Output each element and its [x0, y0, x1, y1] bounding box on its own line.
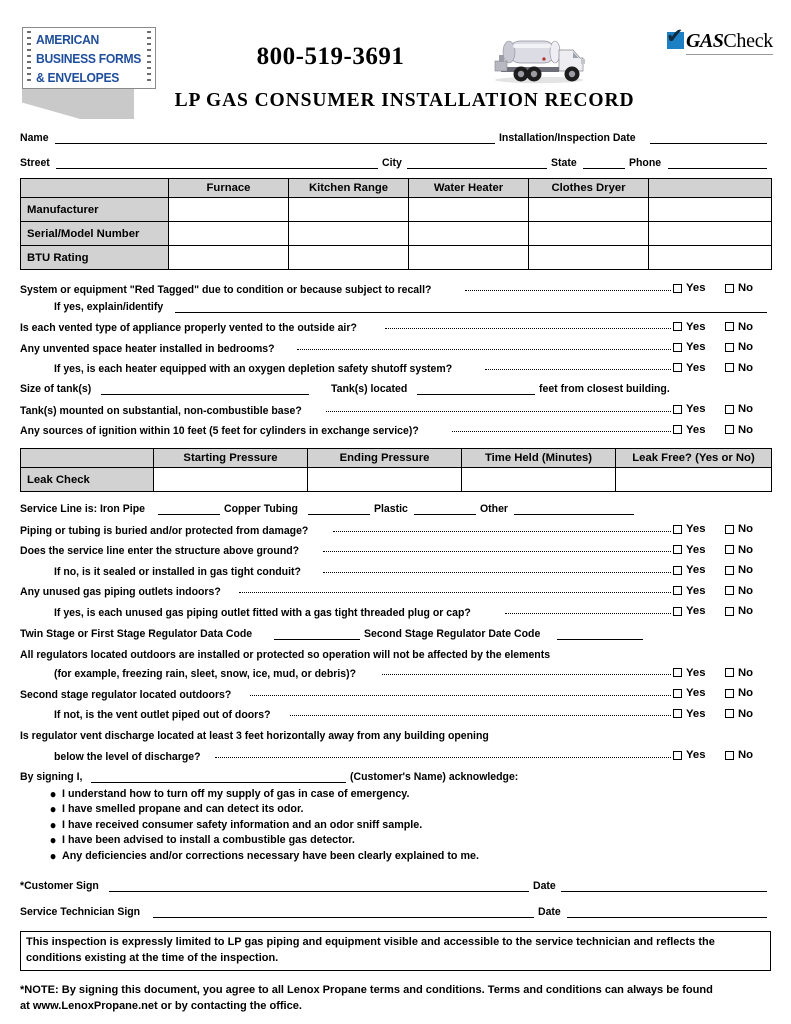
- acknowledgement-list: [20, 787, 771, 865]
- leak-table-header-row: [21, 449, 772, 468]
- question-text: If yes, is each unused gas piping outlet fitted with a gas tight threaded plug or cap?: [54, 606, 471, 619]
- no-checkbox[interactable]: [725, 405, 734, 414]
- technician-sign-date-input[interactable]: [567, 907, 767, 918]
- gascheck-wordmark: [686, 30, 773, 55]
- appliance-cell[interactable]: [169, 222, 289, 246]
- bullet-icon: ●: [49, 817, 57, 832]
- bullet-icon: ●: [49, 833, 57, 847]
- list-item-text: I understand how to turn off my supply of gas in case of emergency.: [62, 787, 410, 800]
- yes-label: Yes: [686, 523, 706, 535]
- name-label: Name: [20, 132, 49, 144]
- table-row: [21, 222, 772, 246]
- leak-cell[interactable]: [616, 468, 772, 492]
- appliance-row-label-manufacturer: Manufacturer: [21, 198, 169, 222]
- leak-check-table: [20, 448, 772, 492]
- question-text: If not, is the vent outlet piped out of doors?: [54, 709, 271, 721]
- yes-checkbox[interactable]: [673, 586, 682, 595]
- yes-option[interactable]: [673, 585, 725, 597]
- appliance-cell[interactable]: [529, 246, 649, 270]
- leader-dots: [323, 551, 671, 552]
- question-row: [20, 585, 771, 599]
- no-label: No: [738, 282, 754, 294]
- yes-option[interactable]: [673, 362, 725, 374]
- yes-checkbox[interactable]: [673, 284, 682, 293]
- service-line-copper-tubing-label: Copper Tubing: [224, 503, 299, 515]
- list-item: [49, 786, 736, 803]
- no-checkbox[interactable]: [725, 284, 734, 293]
- appliance-cell[interactable]: [289, 246, 409, 270]
- leader-dots: [385, 328, 671, 329]
- name-input[interactable]: [55, 133, 495, 144]
- regulator-data-code-row: [20, 628, 771, 640]
- no-option[interactable]: [725, 523, 771, 535]
- no-checkbox[interactable]: [725, 689, 734, 698]
- explain-identify-input[interactable]: [175, 302, 767, 313]
- yes-label: Yes: [686, 707, 706, 720]
- customer-sign-label: *Customer Sign: [20, 880, 99, 892]
- yes-option[interactable]: [673, 708, 725, 720]
- customer-name-suffix-label: (Customer's Name) acknowledge:: [350, 770, 519, 783]
- yes-label: Yes: [686, 320, 706, 333]
- appliance-cell[interactable]: [649, 246, 772, 270]
- yes-label: Yes: [686, 423, 706, 436]
- service-line-iron-pipe-label: Service Line is: Iron Pipe: [20, 503, 145, 515]
- company-phone-number: 800-519-3691: [256, 43, 405, 70]
- no-option[interactable]: [725, 424, 771, 436]
- no-label: No: [738, 707, 754, 720]
- yes-label: Yes: [686, 605, 706, 617]
- appliance-col-kitchen-range: Kitchen Range: [289, 179, 409, 198]
- leak-cell[interactable]: [308, 468, 462, 492]
- gascheck-logo: [665, 25, 773, 55]
- state-input[interactable]: [583, 158, 625, 169]
- phone-input[interactable]: [668, 158, 767, 169]
- question-row: [20, 523, 771, 537]
- no-option[interactable]: [725, 341, 771, 353]
- inspection-disclaimer-box: [20, 931, 771, 971]
- question-text: Is each vented type of appliance properly vented to the outside air?: [20, 322, 357, 334]
- document-title: LP GAS CONSUMER INSTALLATION RECORD: [174, 90, 635, 111]
- technician-sign-label: Service Technician Sign: [20, 906, 141, 918]
- leader-dots: [505, 613, 671, 614]
- inspection-date-label: Installation/Inspection Date: [498, 132, 636, 144]
- no-option[interactable]: [725, 564, 771, 576]
- no-label: No: [738, 666, 754, 679]
- service-line-plastic-input[interactable]: [414, 504, 476, 515]
- no-option[interactable]: [725, 605, 771, 617]
- bullet-icon: ●: [49, 786, 57, 801]
- leader-dots: [290, 715, 671, 716]
- leader-dots: [333, 531, 671, 532]
- first-stage-regulator-label: Twin Stage or First Stage Regulator Data Code: [20, 627, 253, 640]
- tank-size-label: Size of tank(s): [20, 383, 92, 395]
- tank-feet-label: feet from closest building.: [538, 383, 670, 395]
- appliance-cell[interactable]: [169, 198, 289, 222]
- technician-sign-date-label: Date: [538, 906, 561, 918]
- yes-label: Yes: [686, 666, 706, 679]
- leader-dots: [239, 592, 671, 593]
- appliance-cell[interactable]: [289, 198, 409, 222]
- table-row: [21, 198, 772, 222]
- leader-dots: [250, 695, 671, 696]
- question-text: If no, is it sealed or installed in gas tight conduit?: [54, 565, 301, 578]
- yes-label: Yes: [686, 403, 706, 415]
- by-signing-label: By signing I,: [20, 770, 83, 783]
- no-checkbox[interactable]: [725, 668, 734, 677]
- no-label: No: [738, 564, 754, 576]
- yes-option[interactable]: [673, 424, 725, 436]
- appliance-cell[interactable]: [649, 222, 772, 246]
- customer-sign-date-label: Date: [532, 880, 556, 892]
- no-checkbox[interactable]: [725, 607, 734, 616]
- leak-col-leak-free: Leak Free? (Yes or No): [616, 449, 772, 468]
- yes-checkbox[interactable]: [673, 363, 682, 372]
- bullet-icon: ●: [49, 848, 57, 863]
- question-row: [20, 362, 771, 376]
- yes-option[interactable]: [673, 341, 725, 353]
- no-label: No: [738, 749, 754, 761]
- leak-col-time-held: Time Held (Minutes): [462, 449, 616, 468]
- appliance-cell[interactable]: [409, 222, 529, 246]
- yes-checkbox[interactable]: [673, 566, 682, 575]
- question-row: [20, 282, 771, 296]
- list-item: [49, 848, 736, 865]
- appliance-cell[interactable]: [529, 198, 649, 222]
- appliance-row-label-serial-model: Serial/Model Number: [21, 222, 169, 246]
- no-checkbox[interactable]: [725, 525, 734, 534]
- explain-identify-label: If yes, explain/identify: [54, 300, 164, 313]
- tank-size-input[interactable]: [101, 384, 309, 395]
- leader-dots: [452, 431, 671, 432]
- second-stage-regulator-label: Second Stage Regulator Date Code: [363, 627, 540, 640]
- no-label: No: [738, 361, 754, 374]
- question-text: Piping or tubing is buried and/or protected from damage?: [20, 524, 309, 537]
- no-label: No: [738, 403, 754, 415]
- list-item: [49, 833, 736, 849]
- leader-dots: [465, 290, 671, 291]
- yes-checkbox[interactable]: [673, 343, 682, 352]
- yes-option[interactable]: [673, 687, 725, 699]
- customer-name-input[interactable]: [91, 772, 346, 783]
- yes-label: Yes: [686, 341, 706, 353]
- customer-sign-input[interactable]: [109, 881, 529, 892]
- question-row: [20, 424, 771, 438]
- service-line-plastic-label: Plastic: [373, 503, 408, 515]
- yes-checkbox[interactable]: [673, 751, 682, 760]
- customer-sign-date-input[interactable]: [561, 881, 767, 892]
- acknowledge-row: [20, 771, 771, 783]
- no-checkbox[interactable]: [725, 709, 734, 718]
- logo-line-3: & ENVELOPES: [36, 71, 120, 85]
- question-row: [20, 403, 771, 417]
- second-stage-regulator-input[interactable]: [557, 629, 643, 640]
- question-row: [20, 667, 771, 681]
- leak-cell[interactable]: [462, 468, 616, 492]
- question-text: below the level of discharge?: [54, 750, 201, 763]
- address-row: [20, 157, 771, 169]
- disclaimer-line-1: This inspection is expressly limited to LP gas piping and equipment visible and accessible to the service technician and reflects the: [26, 936, 715, 948]
- yes-label: Yes: [686, 749, 706, 761]
- appliance-cell[interactable]: [649, 198, 772, 222]
- leak-cell[interactable]: [154, 468, 308, 492]
- leader-dots: [326, 411, 671, 412]
- yes-option[interactable]: [673, 564, 725, 576]
- no-checkbox[interactable]: [725, 322, 734, 331]
- form-body: [0, 132, 791, 1014]
- state-label: State: [551, 157, 578, 169]
- service-line-other-input[interactable]: [514, 504, 634, 515]
- yes-option[interactable]: [673, 403, 725, 415]
- no-option[interactable]: [725, 403, 771, 415]
- form-header: [0, 0, 791, 128]
- no-checkbox[interactable]: [725, 586, 734, 595]
- yes-label: Yes: [686, 543, 706, 556]
- regulator-outdoor-statement: All regulators located outdoors are installed or protected so operation will not be affected by the elements: [20, 648, 551, 661]
- check-icon: ✔: [665, 25, 684, 48]
- service-line-other-label: Other: [480, 503, 509, 515]
- list-item-text: Any deficiencies and/or corrections necessary have been clearly explained to me.: [62, 849, 479, 862]
- no-label: No: [738, 320, 754, 333]
- first-stage-regulator-input[interactable]: [274, 629, 360, 640]
- list-item-text: I have smelled propane and can detect its odor.: [62, 803, 304, 815]
- note-line-2: at www.LenoxPropane.net or by contacting the office.: [20, 1000, 302, 1012]
- list-item-text: I have received consumer safety information and an odor sniff sample.: [62, 818, 423, 831]
- list-item-text: I have been advised to install a combustible gas detector.: [62, 834, 355, 846]
- leak-header-blank: [21, 449, 154, 468]
- propane-delivery-truck-icon: [487, 28, 591, 88]
- yes-option[interactable]: [673, 321, 725, 333]
- name-date-row: [20, 132, 771, 144]
- no-checkbox[interactable]: [725, 363, 734, 372]
- technician-sign-row: [20, 906, 771, 918]
- yes-checkbox[interactable]: [673, 709, 682, 718]
- no-option[interactable]: [725, 362, 771, 374]
- street-input[interactable]: [56, 158, 378, 169]
- city-input[interactable]: [407, 158, 547, 169]
- no-label: No: [738, 523, 754, 535]
- leader-dots: [297, 349, 671, 350]
- appliance-col-other: [649, 179, 772, 198]
- leader-dots: [485, 369, 671, 370]
- no-checkbox[interactable]: [725, 343, 734, 352]
- no-checkbox[interactable]: [725, 566, 734, 575]
- yes-label: Yes: [686, 361, 706, 374]
- no-option[interactable]: [725, 667, 771, 679]
- appliance-table: [20, 178, 772, 270]
- appliance-cell[interactable]: [169, 246, 289, 270]
- yes-checkbox[interactable]: [673, 545, 682, 554]
- yes-label: Yes: [686, 564, 706, 576]
- service-line-iron-pipe-input[interactable]: [158, 504, 220, 515]
- no-option[interactable]: [725, 749, 771, 761]
- list-item: [49, 802, 736, 818]
- leak-col-ending-pressure: Ending Pressure: [308, 449, 462, 468]
- table-row: [21, 246, 772, 270]
- no-label: No: [738, 584, 754, 597]
- appliance-col-clothes-dryer: Clothes Dryer: [529, 179, 649, 198]
- gascheck-checkbox-icon: [665, 25, 684, 49]
- no-checkbox[interactable]: [725, 425, 734, 434]
- service-line-row: [20, 503, 771, 515]
- logo-line-2: BUSINESS FORMS: [36, 52, 142, 66]
- gascheck-word-check: Check: [723, 30, 773, 52]
- yes-option[interactable]: [673, 749, 725, 761]
- yes-checkbox[interactable]: [673, 668, 682, 677]
- yes-label: Yes: [686, 584, 706, 597]
- technician-sign-input[interactable]: [153, 907, 534, 918]
- yes-checkbox[interactable]: [673, 607, 682, 616]
- no-option[interactable]: [725, 708, 771, 720]
- yes-option[interactable]: [673, 282, 725, 294]
- customer-sign-row: [20, 880, 771, 892]
- disclaimer-line-2: conditions existing at the time of the inspection.: [26, 951, 279, 964]
- no-option[interactable]: [725, 687, 771, 699]
- question-row: [20, 321, 771, 335]
- question-row: [20, 687, 771, 701]
- service-line-copper-tubing-input[interactable]: [308, 504, 370, 515]
- gascheck-word-gas: GAS: [685, 30, 724, 52]
- question-row: [20, 564, 771, 578]
- question-row: [20, 341, 771, 355]
- question-text: (for example, freezing rain, sleet, snow, ice, mud, or debris)?: [54, 668, 357, 680]
- tank-located-label: Tank(s) located: [330, 383, 407, 395]
- yes-option[interactable]: [673, 523, 725, 535]
- leak-row-label: Leak Check: [21, 468, 154, 492]
- question-row: [20, 708, 771, 722]
- appliance-cell[interactable]: [409, 198, 529, 222]
- question-text: If yes, is each heater equipped with an oxygen depletion safety shutoff system?: [54, 363, 453, 375]
- inspection-date-input[interactable]: [650, 133, 767, 144]
- no-checkbox[interactable]: [725, 545, 734, 554]
- table-row: [21, 468, 772, 492]
- question-text: Any unused gas piping outlets indoors?: [20, 586, 221, 598]
- appliance-header-blank: [21, 179, 169, 198]
- no-option[interactable]: [725, 321, 771, 333]
- yes-label: Yes: [686, 687, 706, 699]
- yes-checkbox[interactable]: [673, 689, 682, 698]
- question-row: [20, 544, 771, 558]
- list-item: [49, 817, 736, 834]
- question-text: Any sources of ignition within 10 feet (5 feet for cylinders in exchange service)?: [20, 425, 419, 437]
- question-text: Second stage regulator located outdoors?: [20, 688, 232, 701]
- vent-discharge-statement: Is regulator vent discharge located at least 3 feet horizontally away from any building opening: [20, 730, 489, 742]
- yes-checkbox[interactable]: [673, 525, 682, 534]
- question-text: Does the service line enter the structure above ground?: [20, 545, 300, 557]
- no-option[interactable]: [725, 282, 771, 294]
- no-option[interactable]: [725, 544, 771, 556]
- phone-label: Phone: [629, 157, 662, 169]
- question-text: Any unvented space heater installed in bedrooms?: [20, 342, 275, 355]
- yes-label: Yes: [686, 282, 706, 294]
- question-row: [20, 605, 771, 619]
- street-label: Street: [20, 157, 50, 169]
- leader-dots: [323, 572, 672, 573]
- no-label: No: [738, 605, 754, 617]
- leader-dots: [382, 674, 671, 675]
- appliance-row-label-btu-rating: BTU Rating: [21, 246, 169, 270]
- yes-option[interactable]: [673, 605, 725, 617]
- note-line-1: *NOTE: By signing this document, you agree to all Lenox Propane terms and conditions. Terms and conditions can always be found: [20, 984, 713, 996]
- appliance-cell[interactable]: [409, 246, 529, 270]
- yes-option[interactable]: [673, 544, 725, 556]
- appliance-cell[interactable]: [529, 222, 649, 246]
- no-label: No: [738, 543, 754, 556]
- terms-note: [20, 982, 775, 1014]
- question-row: [20, 749, 771, 763]
- appliance-col-furnace: Furnace: [169, 179, 289, 198]
- no-label: No: [738, 341, 754, 353]
- yes-checkbox[interactable]: [673, 322, 682, 331]
- question-text: Tank(s) mounted on substantial, non-combustible base?: [20, 404, 302, 417]
- yes-option[interactable]: [673, 667, 725, 679]
- explain-identify-row: [20, 301, 771, 313]
- leader-dots: [215, 757, 671, 758]
- no-label: No: [738, 687, 754, 699]
- no-option[interactable]: [725, 585, 771, 597]
- tank-distance-input[interactable]: [417, 384, 535, 395]
- appliance-col-water-heater: Water Heater: [409, 179, 529, 198]
- appliance-cell[interactable]: [289, 222, 409, 246]
- leak-col-starting-pressure: Starting Pressure: [154, 449, 308, 468]
- yes-checkbox[interactable]: [673, 405, 682, 414]
- tank-size-row: [20, 383, 771, 395]
- appliance-table-header-row: [21, 179, 772, 198]
- no-label: No: [738, 423, 754, 436]
- question-text: System or equipment "Red Tagged" due to condition or because subject to recall?: [20, 283, 432, 296]
- city-label: City: [382, 157, 402, 169]
- yes-checkbox[interactable]: [673, 425, 682, 434]
- no-checkbox[interactable]: [725, 751, 734, 760]
- logo-line-1: AMERICAN: [36, 33, 100, 47]
- bullet-icon: ●: [49, 802, 57, 816]
